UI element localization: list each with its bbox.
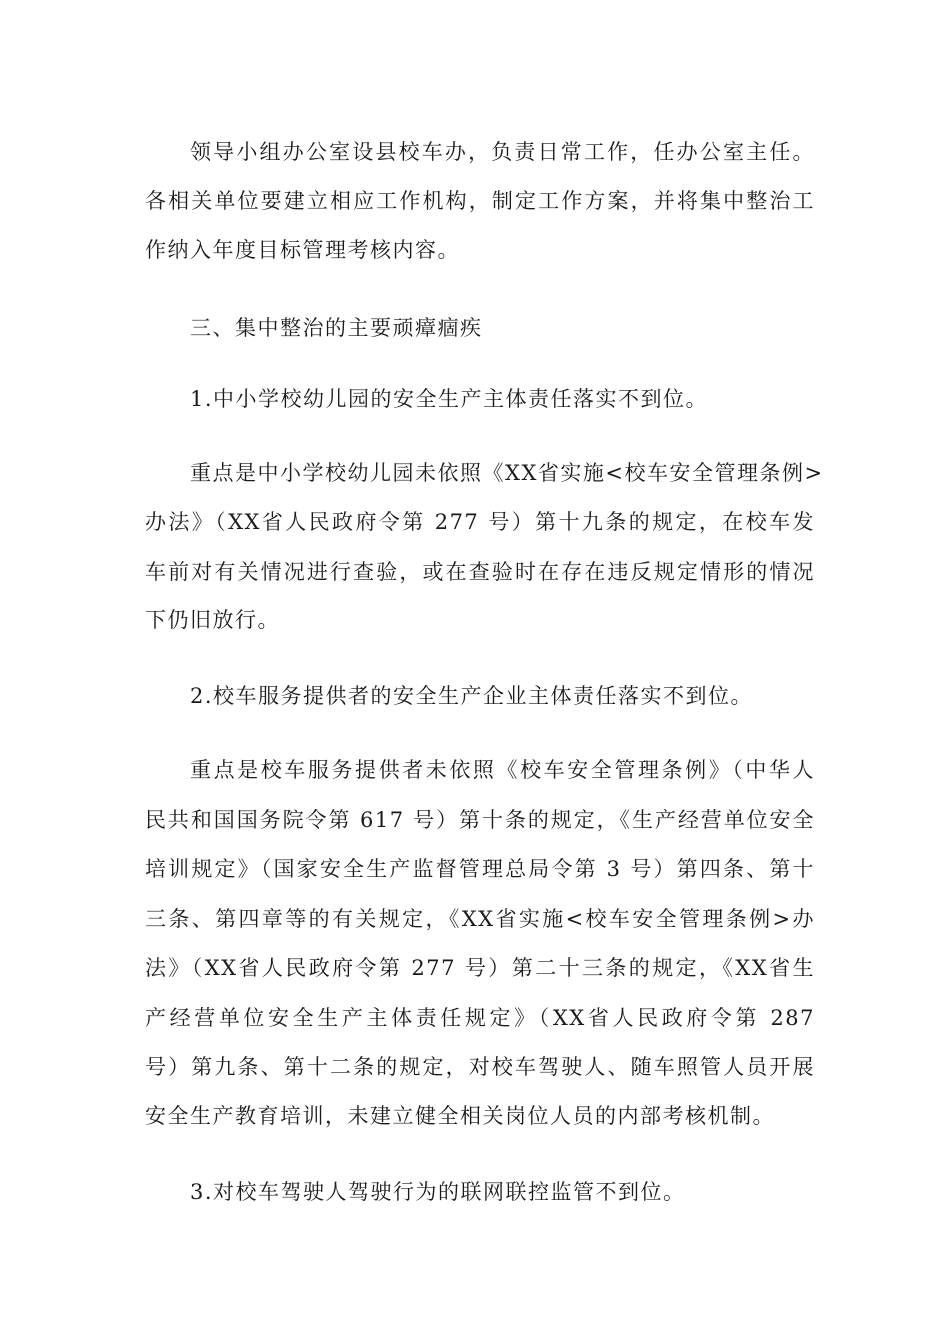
paragraph-line: 培训规定》（国家安全生产监督管理总局令第 3 号）第四条、第十 [145,857,815,881]
paragraph-line: 安全生产教育培训，未建立健全相关岗位人员的内部考核机制。 [145,1104,775,1128]
section-heading: 三、集中整治的主要顽瘴痼疾 [190,316,483,340]
paragraph-line: 下仍旧放行。 [145,608,280,632]
paragraph-line: 民共和国国务院令第 617 号）第十条的规定，《生产经营单位安全 [145,808,815,832]
list-item-heading: 2.校车服务提供者的安全生产企业主体责任落实不到位。 [190,684,754,708]
list-item-heading: 3.对校车驾驶人驾驶行为的联网联控监管不到位。 [190,1180,686,1204]
paragraph-line: 各相关单位要建立相应工作机构，制定工作方案，并将集中整治工 [145,189,815,213]
paragraph-line: 办法》（XX省人民政府令第 277 号）第十九条的规定，在校车发 [145,510,815,534]
paragraph-line: 重点是中小学校幼儿园未依照《XX省实施<校车安全管理条例> [190,461,824,485]
paragraph-line: 产经营单位安全生产主体责任规定》（XX省人民政府令第 287 [145,1006,815,1030]
paragraph-line: 领导小组办公室设县校车办，负责日常工作，任办公室主任。 [190,140,815,164]
paragraph-line: 三条、第四章等的有关规定，《XX省实施<校车安全管理条例>办 [145,907,815,931]
paragraph-line: 号）第九条、第十二条的规定，对校车驾驶人、随车照管人员开展 [145,1055,815,1079]
paragraph-line: 作纳入年度目标管理考核内容。 [145,238,460,262]
paragraph-line: 车前对有关情况进行查验，或在查验时在存在违反规定情形的情况 [145,560,815,584]
list-item-heading: 1.中小学校幼儿园的安全生产主体责任落实不到位。 [190,387,709,411]
paragraph-line: 重点是校车服务提供者未依照《校车安全管理条例》（中华人 [190,758,815,782]
paragraph-line: 法》（XX省人民政府令第 277 号）第二十三条的规定，《XX省生 [145,956,815,980]
